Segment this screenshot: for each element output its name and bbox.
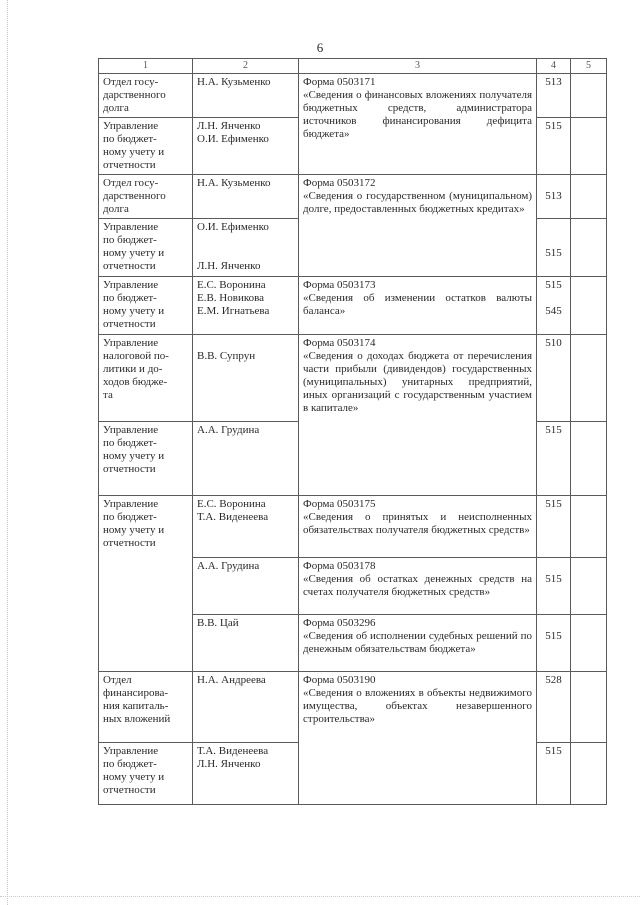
code-cell: [537, 277, 571, 335]
form-title: Форма 0503175: [303, 498, 376, 510]
forms-table: [98, 58, 607, 805]
form-cell: [299, 558, 537, 615]
form-description: «Сведения об изменении остатков валюты баланса»: [303, 292, 532, 317]
code-cell: [537, 219, 571, 277]
department-cell: Управление по бюджет- ному учету и отчетности: [99, 743, 193, 805]
form-title: Форма 0503171: [303, 76, 376, 88]
code-cell: 528: [537, 672, 571, 743]
responsible-cell: [193, 335, 299, 422]
form-cell: [299, 496, 537, 558]
empty-cell: [571, 743, 607, 805]
responsible-person: В.В. Супрун: [197, 350, 256, 362]
page-edge-rule: [7, 0, 8, 905]
form-title: Форма 0503174: [303, 337, 376, 349]
form-description: «Сведения об исполнении судебных решений по денежным обязательствам бюджета»: [303, 630, 532, 655]
header-cell-1: 1: [99, 59, 193, 74]
department-cell: Управление по бюджет- ному учету и отчетности: [99, 422, 193, 496]
empty-cell: [571, 118, 607, 175]
header-cell-4: 4: [537, 59, 571, 74]
empty-cell: [571, 496, 607, 558]
responsible-person: О.И. Ефименко: [197, 221, 269, 233]
responsible-cell: [193, 219, 299, 277]
responsible-cell: А.А. Грудина: [193, 422, 299, 496]
code-cell: 515: [537, 118, 571, 175]
empty-cell: [571, 615, 607, 672]
department-cell: Управление налоговой по- литики и до- ходов бюдже- та: [99, 335, 193, 422]
code-cell: [537, 175, 571, 219]
code-value: 515: [545, 247, 562, 259]
code-value: 515: [545, 573, 562, 585]
form-cell: [299, 74, 537, 175]
code-cell: 515: [537, 743, 571, 805]
department-cell: Отдел финансирова- ния капиталь- ных вложений: [99, 672, 193, 743]
code-cell: [537, 615, 571, 672]
table-row: [99, 672, 607, 743]
responsible-cell: Н.А. Кузьменко: [193, 175, 299, 219]
empty-cell: [571, 175, 607, 219]
responsible-cell: Л.Н. Янченко О.И. Ефименко: [193, 118, 299, 175]
table-row: [99, 335, 607, 422]
form-description: «Сведения о финансовых вложениях получателя бюджетных средств, администратора источников финансирования дефицита бюджета»: [303, 89, 532, 140]
department-cell: Отдел госу- дарственного долга: [99, 74, 193, 118]
table-row: [99, 74, 607, 118]
page-number: 6: [316, 40, 324, 55]
code-value: 545: [545, 305, 562, 317]
code-cell: 515: [537, 496, 571, 558]
form-cell: [299, 175, 537, 277]
form-description: «Сведения о доходах бюджета от перечисления части прибыли (дивидендов) государственных (муниципальных) унитарных предприятий, иных организаций с государственным участием в капитале»: [303, 350, 532, 414]
department-cell: Управление по бюджет- ному учету и отчетности: [99, 219, 193, 277]
responsible-cell: Е.С. Воронина Е.В. Новикова Е.М. Игнатьева: [193, 277, 299, 335]
empty-cell: [571, 672, 607, 743]
department-cell: Управление по бюджет- ному учету и отчетности: [99, 118, 193, 175]
empty-cell: [571, 74, 607, 118]
form-description: «Сведения о государственном (муниципальном) долге, предоставленных бюджетных кредитах»: [303, 190, 532, 215]
form-cell: [299, 277, 537, 335]
department-cell: Отдел госу- дарственного долга: [99, 175, 193, 219]
form-cell: [299, 672, 537, 805]
department-cell: Управление по бюджет- ному учету и отчетности: [99, 277, 193, 335]
form-cell: [299, 335, 537, 496]
responsible-person: Л.Н. Янченко: [197, 260, 261, 272]
form-cell: [299, 615, 537, 672]
empty-cell: [571, 219, 607, 277]
code-cell: 515: [537, 422, 571, 496]
responsible-cell: А.А. Грудина: [193, 558, 299, 615]
header-cell-5: 5: [571, 59, 607, 74]
code-value: 515: [545, 630, 562, 642]
code-cell: [537, 558, 571, 615]
form-description: «Сведения о вложениях в объекты недвижимого имущества, объектах незавершенного строительства»: [303, 687, 532, 725]
code-cell: 510: [537, 335, 571, 422]
code-value: 513: [545, 190, 562, 202]
code-value: 515: [545, 279, 562, 291]
form-title: Форма 0503172: [303, 177, 376, 189]
responsible-cell: Н.А. Кузьменко: [193, 74, 299, 118]
table-row: [99, 496, 607, 558]
form-title: Форма 0503296: [303, 617, 376, 629]
responsible-cell: Н.А. Андреева: [193, 672, 299, 743]
form-description: «Сведения об остатках денежных средств на счетах получателя бюджетных средств»: [303, 573, 532, 598]
form-title: Форма 0503178: [303, 560, 376, 572]
table-row: [99, 277, 607, 335]
empty-cell: [571, 558, 607, 615]
form-title: Форма 0503190: [303, 674, 376, 686]
form-title: Форма 0503173: [303, 279, 376, 291]
responsible-cell: Е.С. Воронина Т.А. Виденеева: [193, 496, 299, 558]
department-cell: Управление по бюджет- ному учету и отчетности: [99, 496, 193, 672]
empty-cell: [571, 335, 607, 422]
form-description: «Сведения о принятых и неисполненных обязательствах получателя бюджетных средств»: [303, 511, 532, 536]
empty-cell: [571, 422, 607, 496]
header-cell-3: 3: [299, 59, 537, 74]
page-bottom-rule: [0, 896, 640, 897]
table-header-row: [99, 59, 607, 74]
table-row: [99, 175, 607, 219]
empty-cell: [571, 277, 607, 335]
header-cell-2: 2: [193, 59, 299, 74]
responsible-cell: В.В. Цай: [193, 615, 299, 672]
responsible-cell: Т.А. Виденеева Л.Н. Янченко: [193, 743, 299, 805]
code-cell: 513: [537, 74, 571, 118]
